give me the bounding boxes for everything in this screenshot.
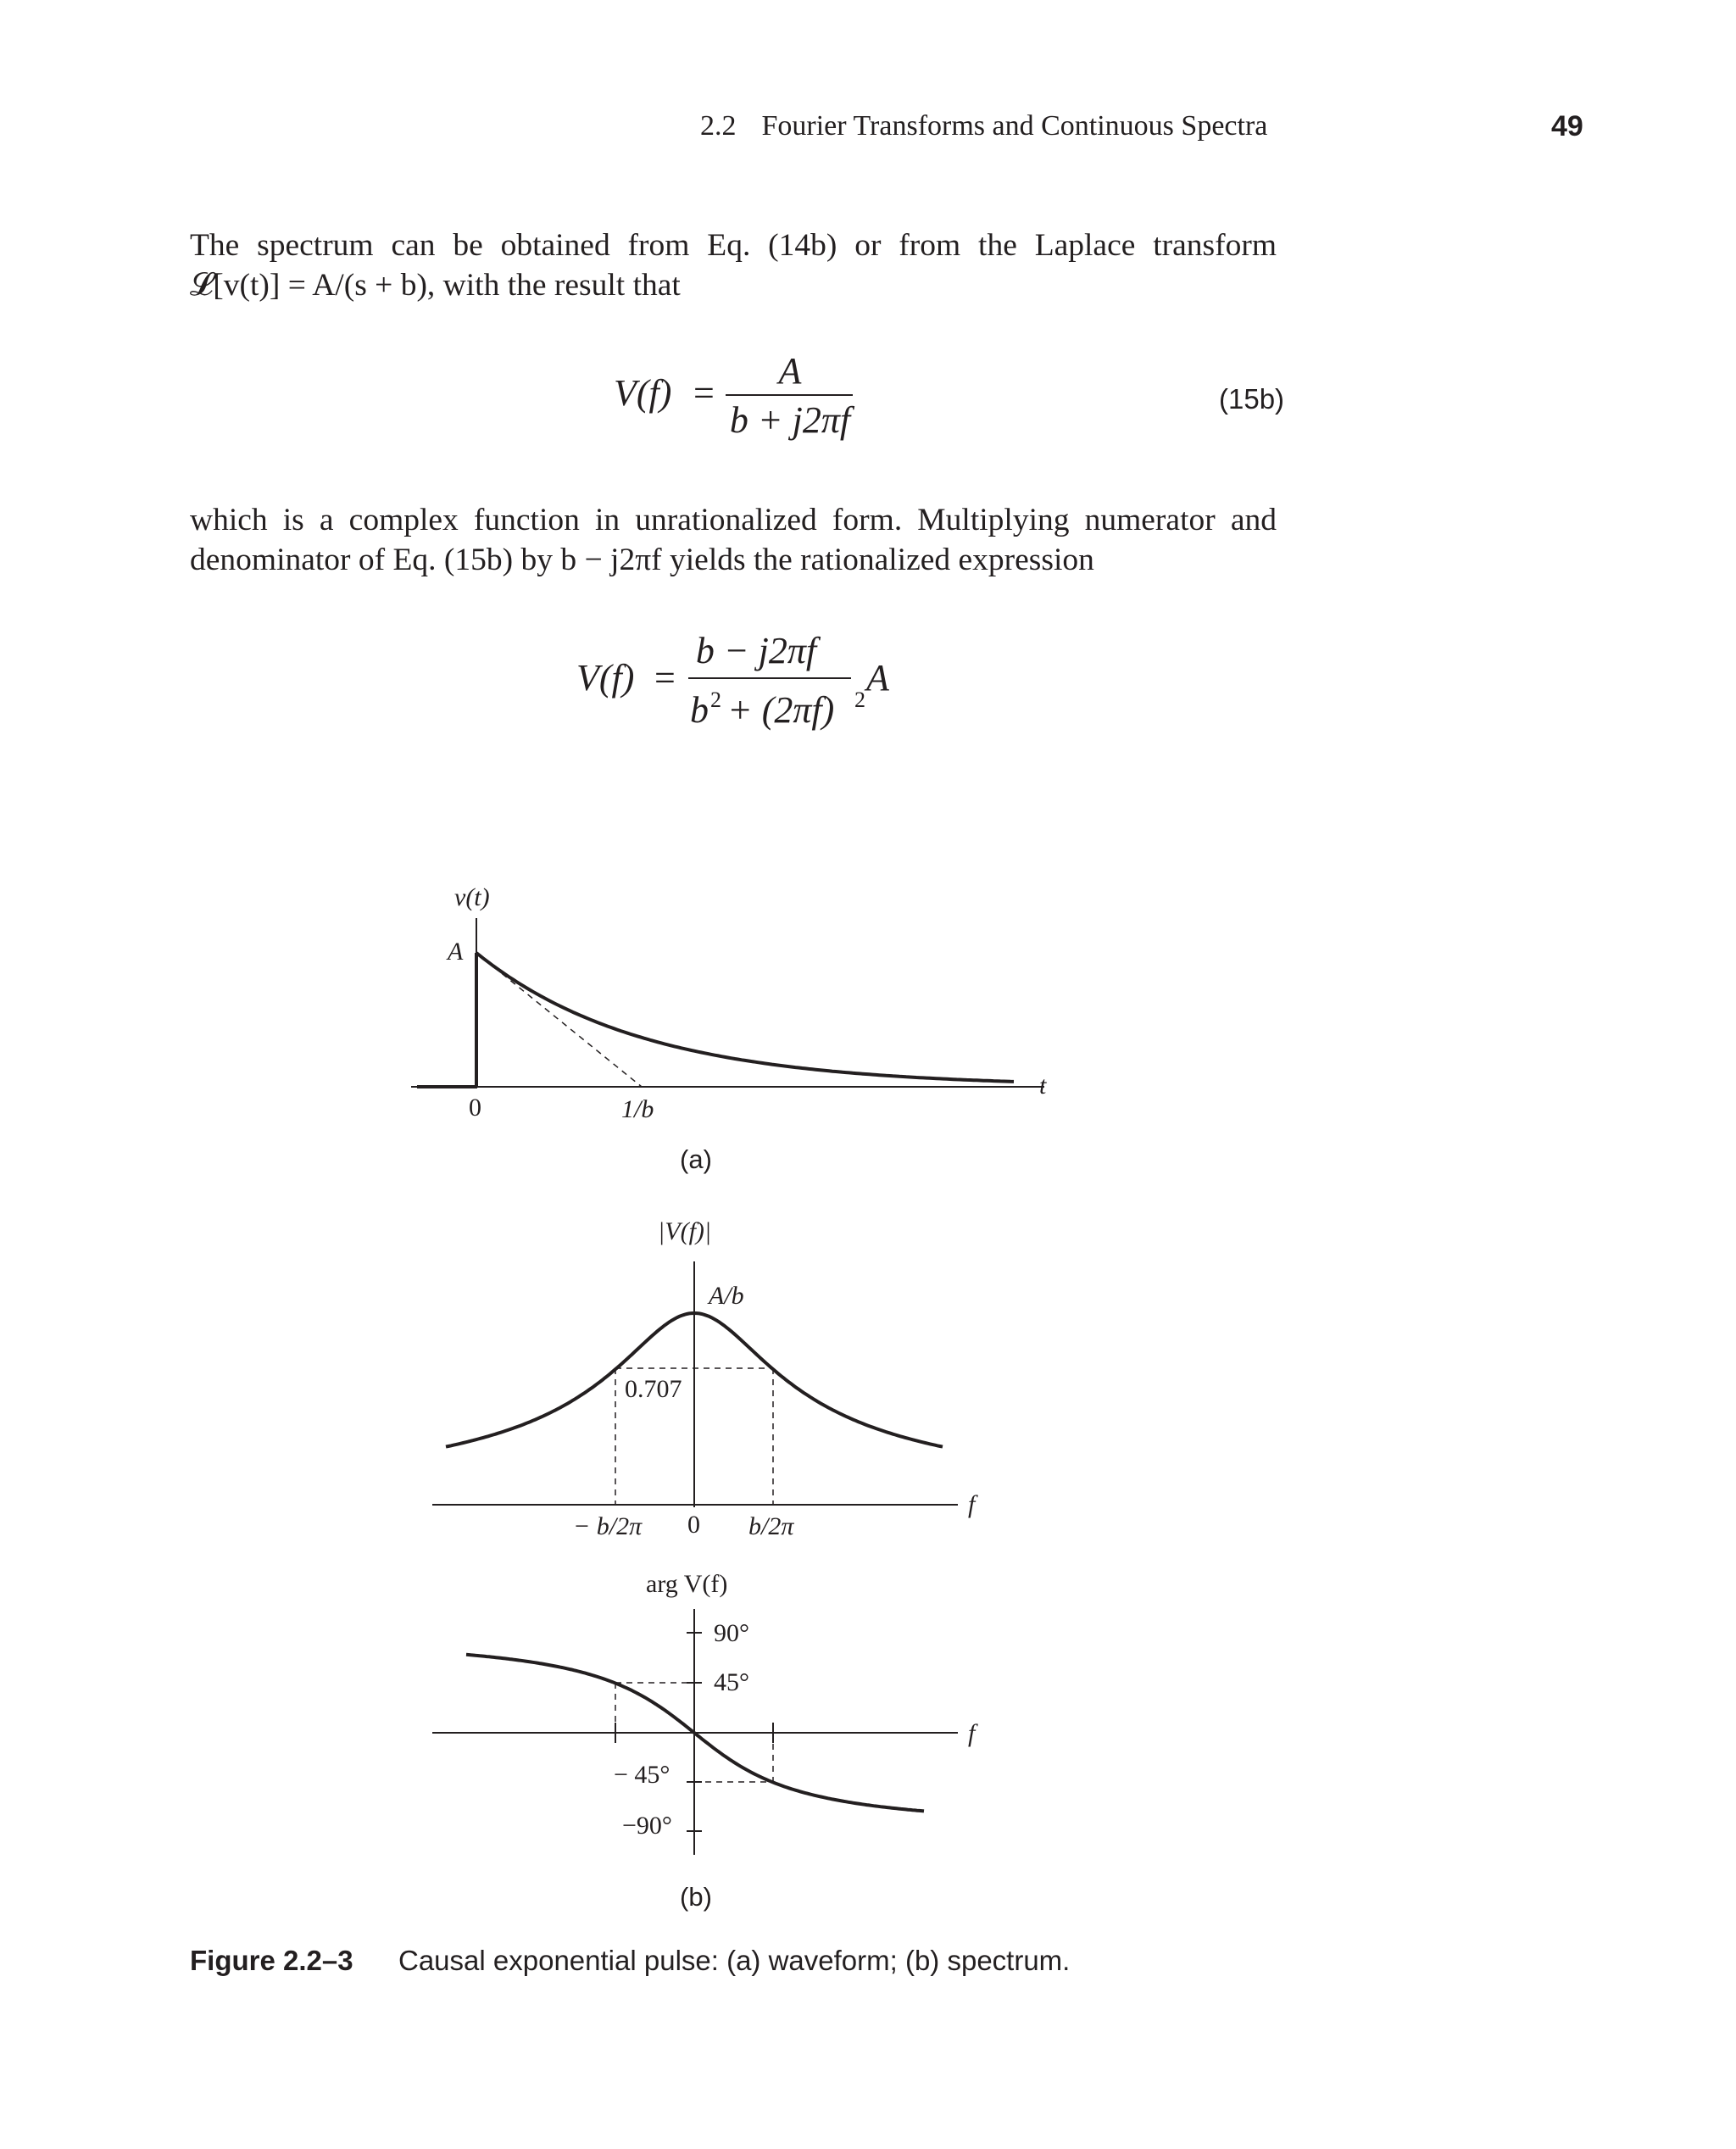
equation-factor: A xyxy=(866,657,889,699)
amplitude-label: A xyxy=(448,938,464,966)
label-45: 45° xyxy=(714,1668,749,1696)
x-axis-label: t xyxy=(1039,1072,1047,1100)
denominator-base: b xyxy=(690,689,709,731)
figure-label: Figure 2.2–3 xyxy=(190,1945,353,1976)
exponential-decay-curve xyxy=(476,953,1014,1082)
section-number: 2.2 xyxy=(700,110,737,142)
label-90: 90° xyxy=(714,1619,749,1647)
denominator-exponent: 2 xyxy=(710,688,721,712)
panel-b-label: (b) xyxy=(680,1882,712,1912)
figure-caption: Causal exponential pulse: (a) waveform; (b) spectrum. xyxy=(398,1945,1071,1976)
denominator-rest-exponent: 2 xyxy=(854,688,865,712)
paragraph-line: which is a complex function in unrationalized form. Multiplying numerator and xyxy=(190,503,1277,537)
equation-lhs: V(f) xyxy=(576,657,635,699)
denominator-rest: + (2πf) xyxy=(727,689,835,731)
level-label: 0.707 xyxy=(625,1375,682,1403)
x-axis-label: f xyxy=(968,1490,976,1518)
y-axis-label: arg V(f) xyxy=(646,1570,728,1598)
x-axis-label: f xyxy=(968,1719,976,1747)
y-axis-label: v(t) xyxy=(454,883,490,911)
y-axis-label: |V(f)| xyxy=(658,1217,712,1245)
equation-lhs: V(f) xyxy=(614,372,672,414)
panel-b-magnitude xyxy=(432,1217,978,1540)
panel-b-phase xyxy=(432,1570,978,1912)
page-number: 49 xyxy=(1551,110,1583,142)
neg-freq-label: − b/2π xyxy=(573,1512,643,1540)
equation-tag: (15b) xyxy=(1219,383,1285,415)
equation-equals: = xyxy=(654,657,676,699)
equation-numerator: b − j2πf xyxy=(695,630,817,671)
equation-numerator: A xyxy=(778,350,802,392)
origin-label: 0 xyxy=(469,1094,481,1122)
paragraph-line: denominator of Eq. (15b) by b − j2πf yields the rationalized expression xyxy=(190,543,1094,577)
paragraph-line: The spectrum can be obtained from Eq. (14b) or from the Laplace transform xyxy=(190,228,1277,263)
equation-denominator: b + j2πf xyxy=(729,399,851,441)
section-title: Fourier Transforms and Continuous Spectra xyxy=(761,110,1268,142)
time-constant-label: 1/b xyxy=(621,1095,654,1123)
panel-a-label: (a) xyxy=(680,1144,712,1174)
panel-a xyxy=(411,883,1047,1174)
label-neg45: − 45° xyxy=(614,1761,670,1789)
paragraph-line: 𝓛[v(t)] = A/(s + b), with the result that xyxy=(190,268,681,303)
peak-label: A/b xyxy=(709,1282,744,1310)
origin-label: 0 xyxy=(687,1511,700,1539)
pos-freq-label: b/2π xyxy=(748,1512,794,1540)
label-neg90: −90° xyxy=(622,1812,672,1840)
equation-equals: = xyxy=(693,372,715,414)
